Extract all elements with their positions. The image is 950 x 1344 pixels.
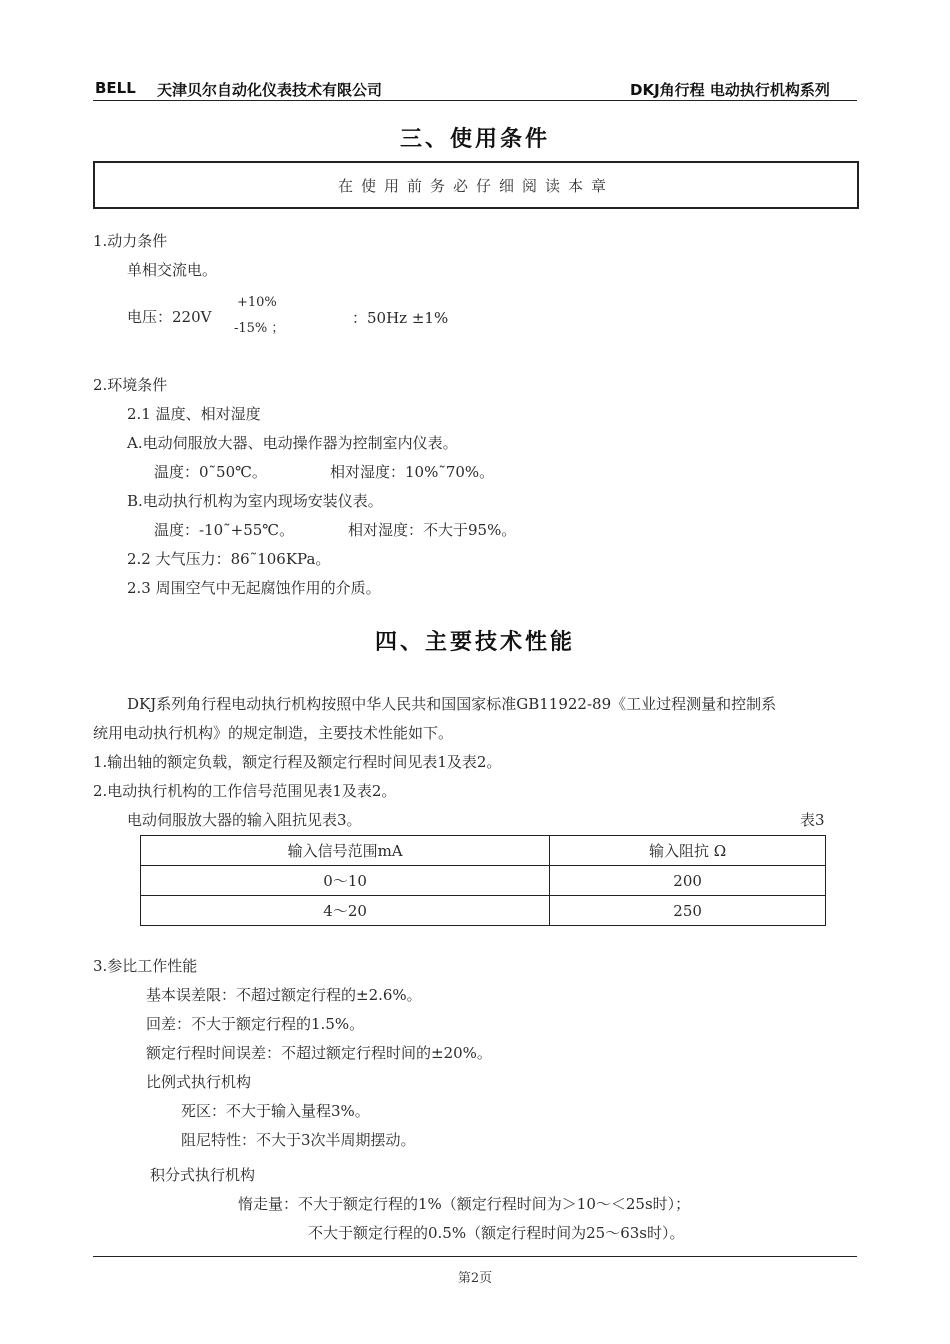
power-line1: 单相交流电。 bbox=[127, 261, 218, 279]
voltage-label: 电压：220V bbox=[127, 308, 212, 326]
page-number: 第2页 bbox=[457, 1271, 493, 1286]
env-a-temp: 温度：0˜50℃。 bbox=[154, 463, 267, 481]
voltage-tol-minus: -15% ； bbox=[234, 321, 285, 336]
basic-error: 基本误差限：不超过额定行程的±2.6%。 bbox=[146, 986, 422, 1004]
hysteresis: 回差：不大于额定行程的1.5%。 bbox=[146, 1015, 365, 1033]
env-b-temp: 温度：-10˜+55℃。 bbox=[154, 521, 295, 539]
frequency: ：50Hz ±1% bbox=[352, 309, 449, 327]
notice-text: 在使用前务必仔细阅读本章 bbox=[337, 177, 614, 195]
env-a-humidity: 相对湿度：10%˜70%。 bbox=[330, 463, 495, 481]
env-2-2: 2.2 大气压力：86˜106KPa。 bbox=[127, 550, 331, 568]
table-header-cell: 输入阻抗 Ω bbox=[550, 836, 826, 866]
coast-line1: 惰走量：不大于额定行程的1%（额定行程时间为＞10～＜25s时）； bbox=[238, 1195, 691, 1213]
proportional-heading: 比例式执行机构 bbox=[146, 1073, 252, 1091]
time-error: 额定行程时间误差：不超过额定行程时间的±20%。 bbox=[146, 1044, 492, 1062]
item1: 1.输出轴的额定负载，额定行程及额定行程时间见表1及表2。 bbox=[93, 753, 502, 771]
brand-logo-text: BELL bbox=[95, 79, 136, 97]
table-row bbox=[141, 896, 826, 926]
footer-rule bbox=[93, 1256, 857, 1257]
damping: 阻尼特性：不大于3次半周期摆动。 bbox=[181, 1131, 416, 1149]
env-b: B.电动执行机构为室内现场安装仪表。 bbox=[127, 492, 383, 510]
voltage-tol-plus: +10% bbox=[237, 295, 277, 310]
env-b-humidity: 相对湿度：不大于95%。 bbox=[348, 521, 517, 539]
coast-line2: 不大于额定行程的0.5%（额定行程时间为25～63s时）。 bbox=[308, 1224, 685, 1242]
notice-box bbox=[93, 161, 859, 209]
table-header-cell: 输入信号范围mA bbox=[141, 836, 550, 866]
env-2-1: 2.1 温度、相对湿度 bbox=[127, 405, 261, 423]
power-heading: 1.动力条件 bbox=[93, 232, 168, 250]
section4-title: 四、主要技术性能 bbox=[374, 630, 575, 655]
input-impedance-table bbox=[140, 835, 826, 926]
intro-line2: 统用电动执行机构》的规定制造，主要技术性能如下。 bbox=[93, 724, 454, 742]
item2: 2.电动执行机构的工作信号范围见表1及表2。 bbox=[93, 782, 397, 800]
table-intro: 电动伺服放大器的输入阻抗见表3。 bbox=[127, 811, 362, 829]
table-cell: 0～10 bbox=[141, 866, 550, 896]
table-label: 表3 bbox=[800, 811, 825, 829]
section3-title: 三、使用条件 bbox=[399, 127, 550, 152]
env-2-3: 2.3 周围空气中无起腐蚀作用的介质。 bbox=[127, 579, 381, 597]
table-row bbox=[141, 866, 826, 896]
table-cell: 250 bbox=[550, 896, 826, 926]
env-a: A.电动伺服放大器、电动操作器为控制室内仪表。 bbox=[127, 434, 458, 452]
table-cell: 200 bbox=[550, 866, 826, 896]
table-header-row bbox=[141, 836, 826, 866]
env-heading: 2.环境条件 bbox=[93, 376, 168, 394]
deadband: 死区：不大于输入量程3%。 bbox=[181, 1102, 370, 1120]
item3-heading: 3.参比工作性能 bbox=[93, 957, 198, 975]
table-cell: 4～20 bbox=[141, 896, 550, 926]
integral-heading: 积分式执行机构 bbox=[150, 1166, 256, 1184]
product-series: DKJ角行程 电动执行机构系列 bbox=[630, 81, 830, 99]
intro-line1: DKJ系列角行程电动执行机构按照中华人民共和国国家标准GB11922-89《工业过程测量和控制系 bbox=[127, 695, 777, 713]
company-name: 天津贝尔自动化仪表技术有限公司 bbox=[157, 81, 383, 99]
header-rule bbox=[93, 100, 857, 101]
